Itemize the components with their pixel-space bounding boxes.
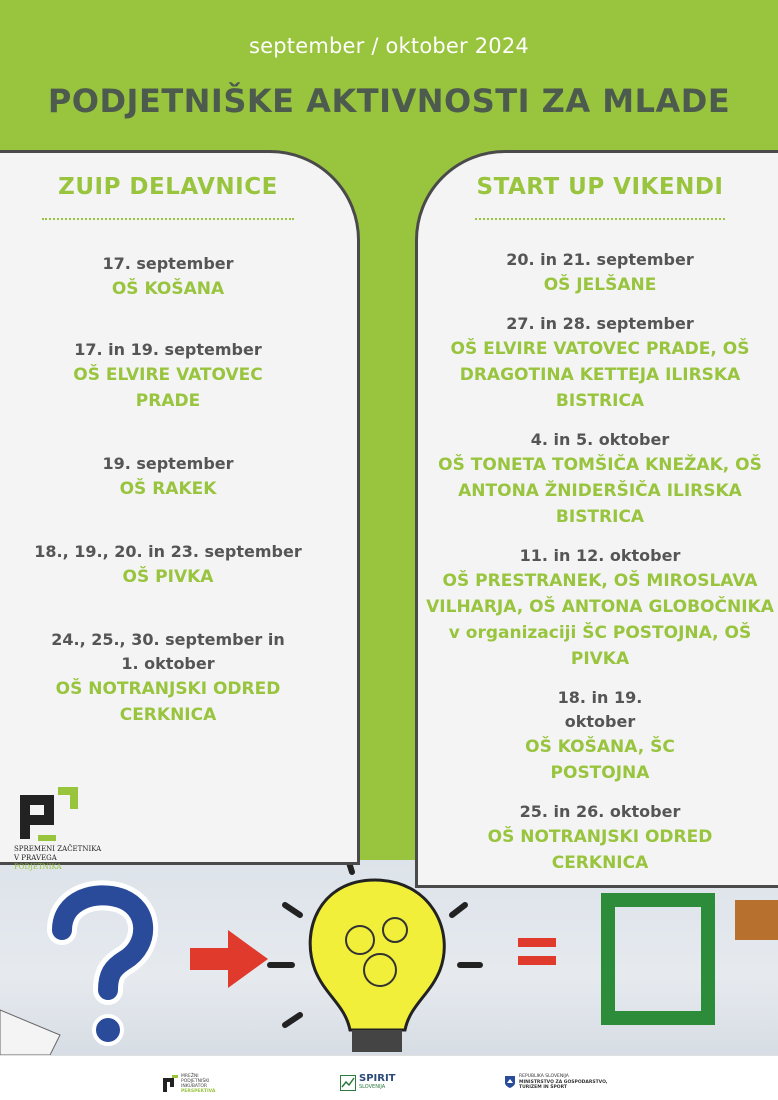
event-place: OŠ ELVIRE VATOVEC PRADE, OŠ DRAGOTINA KETTEJA ILIRSKA BISTRICA — [450, 339, 750, 411]
zuip-column — [20, 170, 316, 728]
event-item — [48, 338, 288, 414]
box-icon — [735, 900, 778, 940]
perspektiva-name: PERSPEKTIVA — [181, 1089, 216, 1094]
event-date: 19. september — [102, 454, 234, 473]
page-title: PODJETNIŠKE AKTIVNOSTI ZA MLADE — [47, 82, 731, 120]
spirit-logo — [340, 1074, 396, 1092]
event-date: 18., 19., 20. in 23. september — [34, 542, 302, 561]
event-item — [20, 252, 316, 302]
arrow-icon — [190, 930, 268, 988]
question-mark-icon — [62, 895, 143, 1044]
green-square-icon — [608, 900, 708, 1018]
logo-line1: SPREMENI ZAČETNIKA — [14, 845, 102, 853]
sprem-logo — [14, 785, 104, 875]
idea-illustration — [0, 860, 778, 1055]
event-place: OŠ ELVIRE VATOVEC PRADE — [73, 365, 263, 411]
event-item — [20, 540, 316, 590]
event-item — [435, 428, 765, 530]
spirit-text — [359, 1074, 396, 1092]
event-place: OŠ NOTRANJSKI ODRED CERKNICA — [55, 679, 281, 725]
logo-text — [14, 845, 104, 872]
event-place: OŠ JELŠANE — [543, 275, 657, 295]
logo-line2-text: V PRAVEGA — [14, 854, 57, 862]
perspektiva-text — [181, 1074, 215, 1094]
startup-heading: START UP VIKENDI — [476, 174, 724, 200]
event-place: OŠ KOŠANA — [111, 279, 225, 299]
event-date: 24., 25., 30. september in 1. oktober — [51, 630, 285, 673]
event-date: 17. in 19. september — [74, 340, 262, 359]
footer — [0, 1055, 778, 1100]
equals-icon — [518, 938, 556, 965]
spirit-sub: SLOVENIJA — [359, 1084, 386, 1090]
event-date: 4. in 5. oktober — [530, 430, 670, 449]
illustration-strip — [0, 860, 778, 1055]
p-logo-icon — [14, 785, 84, 845]
event-date: 18. in 19. oktober — [557, 688, 643, 731]
spirit-name: SPIRIT — [359, 1073, 396, 1084]
event-date: 20. in 21. september — [506, 250, 694, 269]
startup-column — [415, 170, 778, 876]
spirit-icon — [340, 1075, 356, 1091]
ministry-logo — [505, 1074, 608, 1091]
date-range: september / oktober 2024 — [248, 34, 529, 58]
event-item — [43, 628, 293, 728]
event-date: 11. in 12. oktober — [519, 546, 681, 565]
perspektiva-line3: INKUBATOR — [181, 1084, 208, 1089]
event-item — [525, 686, 675, 786]
event-item — [470, 800, 730, 876]
dotted-divider — [475, 218, 725, 220]
event-place: OŠ RAKEK — [119, 479, 217, 499]
event-date: 27. in 28. september — [506, 314, 694, 333]
event-place: OŠ NOTRANJSKI ODRED CERKNICA — [487, 827, 713, 873]
event-place: OŠ PRESTRANEK, OŠ MIROSLAVA VILHARJA, OŠ ANTONA GLOBOČNIKA v organizaciji ŠC POSTOJNA, OŠ PIVKA — [426, 571, 774, 669]
perspektiva-line1: MREŽNI — [181, 1074, 199, 1079]
event-date: 17. september — [102, 254, 234, 273]
ministry-line3: TURIZEM IN ŠPORT — [519, 1085, 567, 1090]
event-place: OŠ PIVKA — [122, 567, 214, 587]
perspektiva-icon — [162, 1075, 178, 1093]
logo-line2-accent: PODJETNIKA — [14, 863, 62, 871]
event-date: 25. in 26. oktober — [519, 802, 681, 821]
ministry-line2: MINISTRSTVO ZA GOSPODARSTVO, — [519, 1079, 608, 1085]
ministry-line1: REPUBLIKA SLOVENIJA — [519, 1074, 569, 1079]
ministry-text — [519, 1074, 608, 1091]
event-item — [20, 452, 316, 502]
event-item — [415, 248, 778, 298]
zuip-heading: ZUIP DELAVNICE — [58, 174, 278, 200]
event-place: OŠ KOŠANA, ŠC POSTOJNA — [525, 737, 675, 783]
event-place: OŠ TONETA TOMŠIČA KNEŽAK, OŠ ANTONA ŽNIDERŠIČA ILIRSKA BISTRICA — [438, 455, 762, 527]
perspektiva-logo — [162, 1074, 215, 1094]
event-item — [435, 312, 765, 414]
dotted-divider — [42, 218, 294, 220]
paper-note-icon — [0, 1010, 60, 1055]
logo-line2 — [14, 854, 104, 872]
light-bulb-icon — [310, 880, 444, 1052]
perspektiva-line2: PODJETNIŠKI — [181, 1079, 210, 1084]
coat-of-arms-icon — [505, 1076, 515, 1088]
event-item — [422, 544, 778, 672]
